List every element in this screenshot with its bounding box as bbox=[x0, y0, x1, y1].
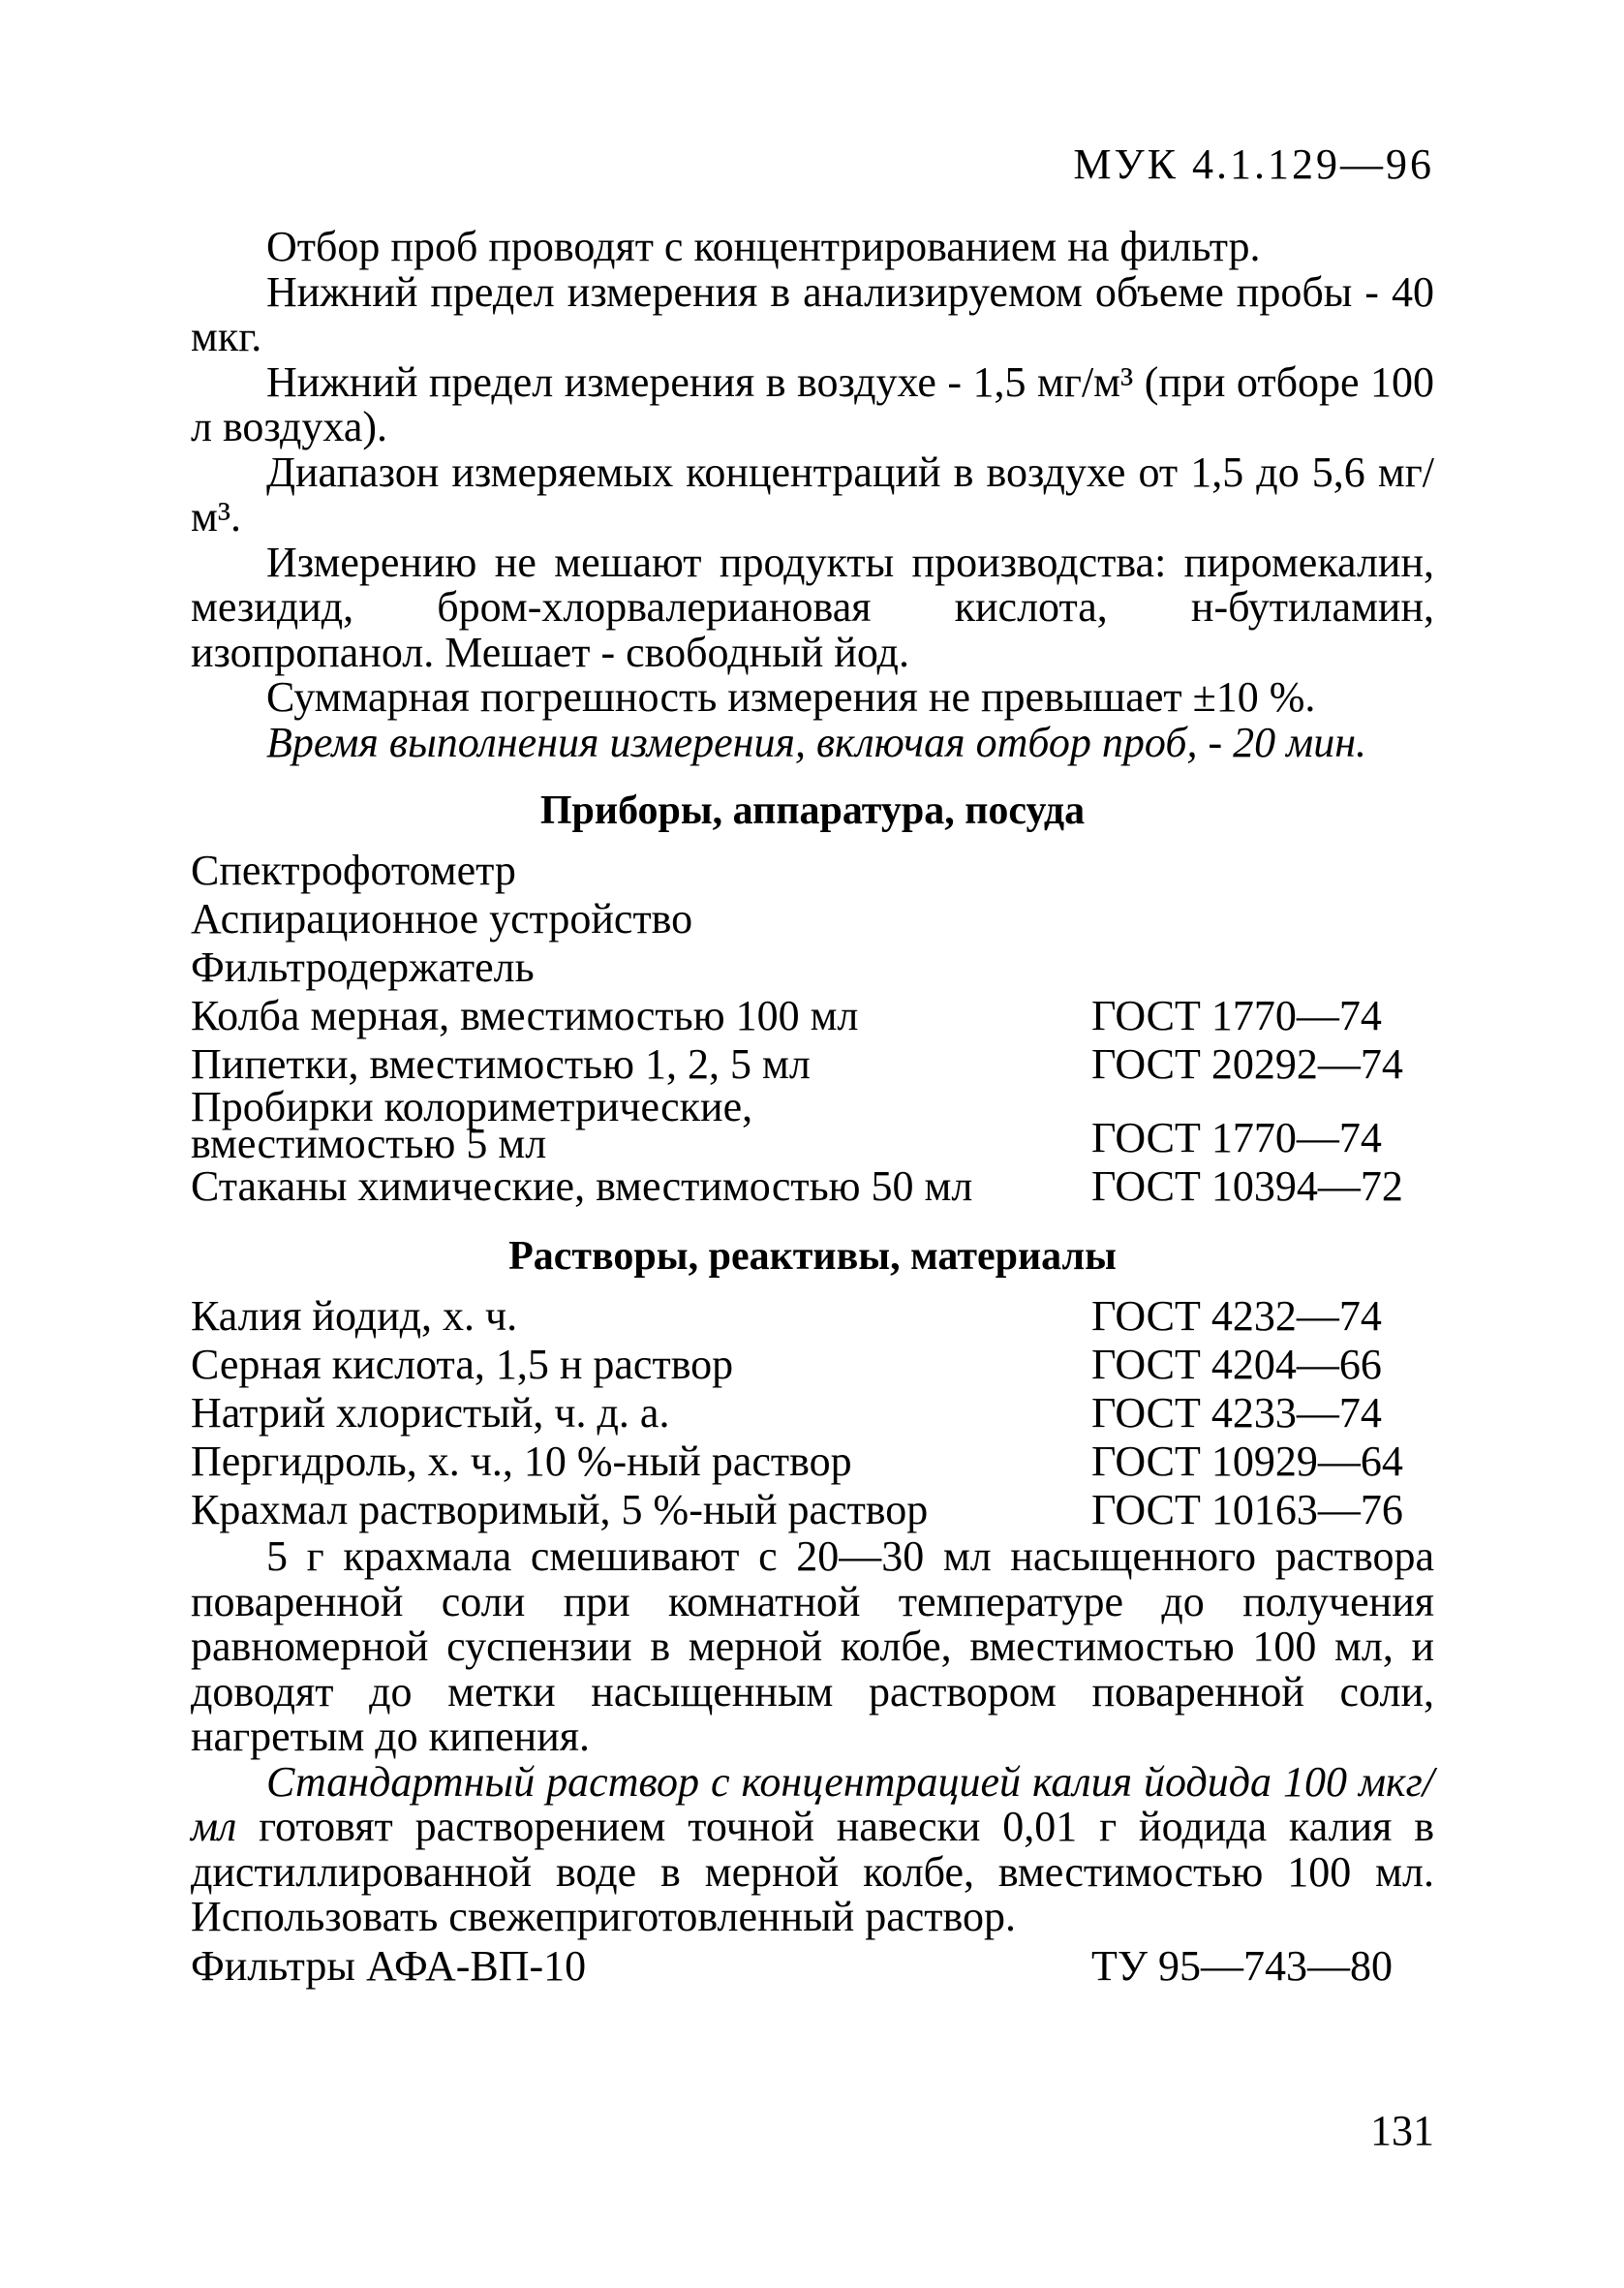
reagent-item-standard: ГОСТ 4232—74 bbox=[1091, 1292, 1382, 1340]
equipment-item-name: Пипетки, вместимостью 1, 2, 5 мл bbox=[191, 1040, 811, 1088]
standard-solution-text: готовят растворением точной навески 0,01 г йодида калия в дистиллированной воде в мерной колбе, вместимостью 100 мл. Использовать свежеприготовленный раствор. bbox=[191, 1803, 1434, 1940]
equipment-plain-item: Аспирационное устройство bbox=[191, 895, 693, 943]
reagent-item bbox=[191, 1438, 1434, 1486]
reagent-item bbox=[191, 1292, 1434, 1341]
reagent-item-name: Калия йодид, х. ч. bbox=[191, 1292, 518, 1340]
equipment-item-standard: ГОСТ 1770—74 bbox=[1091, 1114, 1382, 1161]
intro-paragraph-lower-limit-sample: Нижний предел измерения в анализируемом объеме пробы - 40 мкг. bbox=[191, 267, 1434, 360]
equipment-item bbox=[191, 992, 1434, 1040]
reagent-item bbox=[191, 1389, 1434, 1438]
reagent-item-standard: ГОСТ 10929—64 bbox=[1091, 1438, 1403, 1485]
equipment-item-standard: ГОСТ 1770—74 bbox=[1091, 992, 1382, 1039]
intro-paragraph-lower-limit-air: Нижний предел измерения в воздухе - 1,5 мг/м³ (при отборе 100 л воздуха). bbox=[191, 357, 1434, 450]
equipment-item-name: Колба мерная, вместимостью 100 мл bbox=[191, 992, 859, 1039]
reagent-item-name: Серная кислота, 1,5 н раствор bbox=[191, 1341, 734, 1388]
document-body bbox=[191, 225, 1434, 1991]
standard-solution-lead: Стандартный раствор с концентрацией калия йодида 100 мкг/мл bbox=[191, 1757, 1434, 1850]
intro-paragraph-duration: Время выполнения измерения, включая отбор проб, - 20 мин. bbox=[266, 718, 1367, 766]
intro-paragraph-range: Диапазон измеряемых концентраций в воздухе от 1,5 до 5,6 мг/м³. bbox=[191, 448, 1434, 541]
document-page bbox=[191, 0, 1434, 2288]
equipment-item-standard: ГОСТ 10394—72 bbox=[1091, 1162, 1403, 1210]
reagent-item-standard: ГОСТ 4204—66 bbox=[1091, 1341, 1382, 1388]
reagent-item bbox=[191, 1486, 1434, 1534]
equipment-item bbox=[191, 1040, 1434, 1089]
equipment-section-title: Приборы, аппаратура, посуда bbox=[539, 788, 1086, 833]
equipment-plain-item: Фильтродержатель bbox=[191, 943, 535, 991]
filters-item-standard: ТУ 95—743—80 bbox=[1091, 1941, 1394, 1990]
equipment-plain-item: Спектрофотометр bbox=[191, 847, 516, 894]
reagents-section-title: Растворы, реактивы, материалы bbox=[508, 1234, 1117, 1279]
filters-item-name: Фильтры АФА-ВП-10 bbox=[191, 1941, 587, 1990]
intro-paragraph-error: Суммарная погрешность измерения не превышает ±10 %. bbox=[266, 673, 1316, 721]
document-code: МУК 4.1.129—96 bbox=[1073, 140, 1434, 188]
filters-item bbox=[191, 1942, 1434, 1991]
reagent-item-name: Крахмал растворимый, 5 %-ный раствор bbox=[191, 1486, 929, 1533]
equipment-item bbox=[191, 1162, 1434, 1211]
equipment-item-name: Пробирки колориметрические, вместимостью 5 мл bbox=[191, 1083, 753, 1167]
equipment-item-standard: ГОСТ 20292—74 bbox=[1091, 1040, 1403, 1088]
reagent-item bbox=[191, 1341, 1434, 1389]
equipment-item bbox=[191, 1083, 1434, 1167]
intro-paragraph-sampling: Отбор проб проводят с концентрированием на фильтр. bbox=[266, 223, 1261, 270]
reagent-item-standard: ГОСТ 10163—76 bbox=[1091, 1486, 1403, 1533]
standard-solution-paragraph bbox=[191, 1757, 1434, 1940]
intro-paragraph-interference: Измерению не мешают продукты производства: пиромекалин, мезидид, бром-хлорвалериановая кислота, н-бутиламин, изопропанол. Мешает - свободный йод. bbox=[191, 538, 1434, 676]
starch-preparation-note: 5 г крахмала смешивают с 20—30 мл насыщенного раствора поваренной соли при комнатной температуре до получения равномерной суспензии в мерной колбе, вместимостью 100 мл, и доводят до метки насыщенным раствором поваренной соли, нагретым до кипения. bbox=[191, 1532, 1434, 1760]
equipment-item-name: Стаканы химические, вместимостью 50 мл bbox=[191, 1162, 973, 1210]
reagent-item-name: Пергидроль, х. ч., 10 %-ный раствор bbox=[191, 1438, 852, 1485]
reagent-item-standard: ГОСТ 4233—74 bbox=[1091, 1389, 1382, 1437]
reagent-item-name: Натрий хлористый, ч. д. а. bbox=[191, 1389, 670, 1437]
page-number: 131 bbox=[1370, 2107, 1434, 2154]
